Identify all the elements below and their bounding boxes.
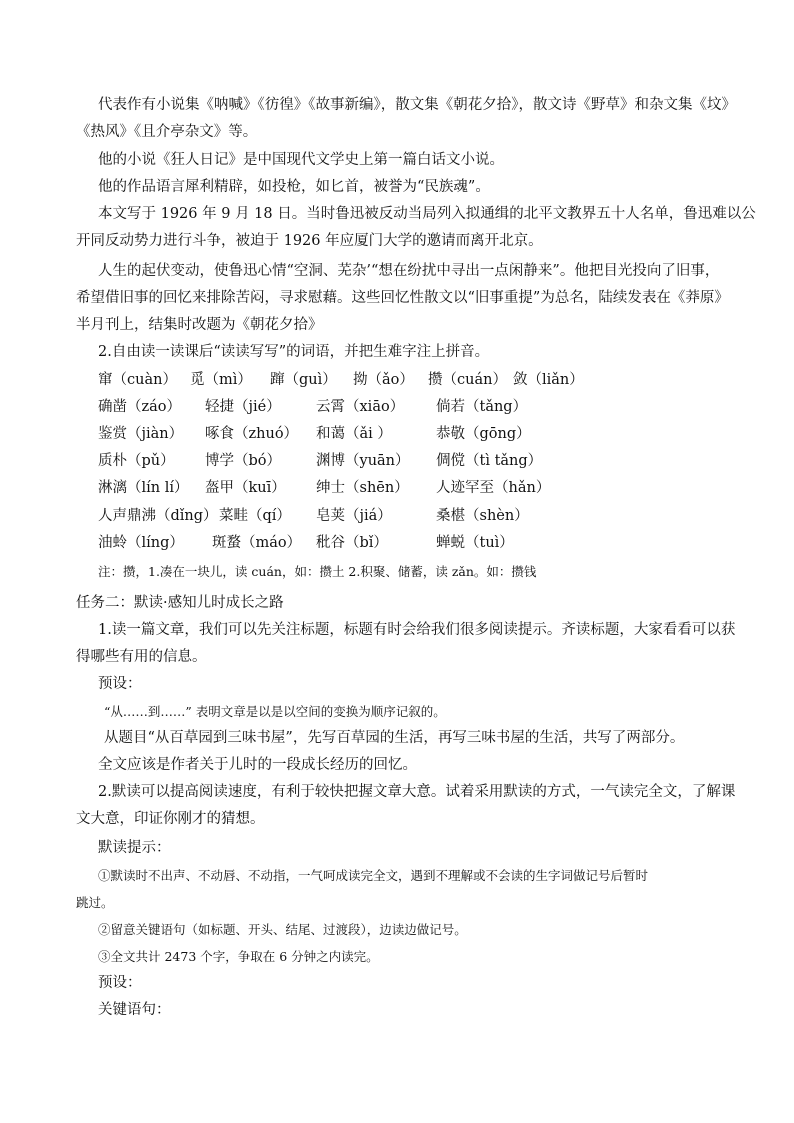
vocab-item: 窜（cuàn） [98,372,177,388]
tip-2: ②留意关键语句（如标题、开头、结尾、过渡段），边读边做记号。 [98,922,467,937]
vocab-item: 蹿（guì） [270,372,337,388]
vocab-item: 人声鼎沸（dǐng） [98,508,218,524]
vocab-item: 菜畦（qí） [219,508,291,524]
intro-line-6: 开同反动势力进行斗争，被迫于 1926 年应厦门大学的邀请而离开北京。 [76,233,543,249]
vocab-item: 蝉蜕（tuì） [436,535,514,551]
vocab-item: 鉴赏（jiàn） [98,426,184,442]
vocab-item: 斑蝥（máo） [212,535,302,551]
task2-q1-line-1: 1.读一篇文章，我们可以先关注标题，标题有时会给我们很多阅读提示。齐读标题，大家看看可以获 [98,622,736,638]
key-sentences-label: 关键语句： [98,1002,171,1018]
vocab-item: 油蛉（líng） [98,535,184,551]
vocab-item: 人迹罕至（hǎn） [436,480,551,496]
task2-q2-line-1: 2.默读可以提高阅读速度，有利于较快把握文章大意。试着采用默读的方式，一气读完全文，了解课 [98,784,736,800]
task2-q2-line-2: 文大意，印证你刚才的猜想。 [76,811,265,827]
intro-line-3: 他的小说《狂人日记》是中国现代文学史上第一篇白话文小说。 [98,152,504,168]
preset-label: 预设： [98,676,142,692]
vocab-item: 淋漓（lín lí） [98,480,189,496]
answer-1: “从……到……” 表明文章是以是以空间的变换为顺序记叙的。 [104,704,446,719]
tip-1-line-2: 跳过。 [76,895,114,910]
intro-line-1: 代表作有小说集《呐喊》《彷徨》《故事新编》，散文集《朝花夕拾》，散文诗《野草》和杂文集《坟》 [98,97,736,113]
vocab-item: 博学（bó） [205,453,282,469]
vocab-item: 质朴（pǔ） [98,453,175,469]
section-heading: 任务二：默读·感知儿时成长之路 [76,595,284,611]
vocab-item: 皂荚（jiá） [316,508,392,524]
task-instruction: 2.自由读一读课后“读读写写”的词语，并把生难字注上拼音。 [98,344,490,360]
preset-label-2: 预设： [98,975,142,991]
vocab-item: 确凿（záo） [98,399,182,415]
vocab-item: 和蔼（ǎi ） [316,426,392,442]
vocab-item: 云霄（xiāo） [316,399,405,415]
vocab-item: 恭敬（gōng） [436,426,531,442]
task2-q1-line-2: 得哪些有用的信息。 [76,649,207,665]
vocab-item: 倘若（tǎng） [436,399,528,415]
intro-line-5: 本文写于 1926 年 9 月 18 日。当时鲁迅被反动当局列入拟通缉的北平文教界五十人名单，鲁迅难以公 [98,206,756,222]
intro-line-2: 《热风》《且介亭杂文》等。 [76,124,258,140]
answer-3: 全文应该是作者关于儿时的一段成长经历的回忆。 [98,757,417,773]
vocab-item: 啄食（zhuó） [205,426,299,442]
vocab-item: 觅（mì） [190,372,252,388]
tip-3: ③全文共计 2473 个字，争取在 6 分钟之内读完。 [98,949,379,964]
vocab-item: 倜傥（tì tǎng） [436,453,543,469]
intro-line-7: 人生的起伏变动，使鲁迅心情“空洞、芜杂’“想在纷扰中寻出一点闲静来”。他把目光投向了旧事， [98,263,720,279]
vocab-item: 拗（ǎo） [353,372,414,388]
vocab-item: 盔甲（kuī） [205,480,286,496]
vocab-item: 轻捷（jié） [205,399,281,415]
tips-title: 默读提示： [98,840,171,856]
intro-line-9: 半月刊上，结集时改题为《朝花夕拾》 [76,317,323,333]
intro-line-4: 他的作品语言犀利精辟，如投枪，如匕首，被誉为“民族魂”。 [98,179,490,195]
vocab-item: 渊博（yuān） [316,453,410,469]
vocab-item: 秕谷（bǐ） [316,535,388,551]
vocab-item: 桑椹（shèn） [436,508,529,524]
tip-1-line-1: ①默读时不出声、不动唇、不动指，一气呵成读完全文，遇到不理解或不会读的生字词做记号后暂时 [98,868,649,883]
note: 注：攒，1.凑在一块儿，读 cuán，如：攒土 2.积聚、储蓄，读 zǎn。如：攒钱 [98,564,537,579]
vocab-item: 攒（cuán） [428,372,507,388]
vocab-item: 敛（liǎn） [513,372,584,388]
answer-2: 从题目“从百草园到三味书屋”，先写百草园的生活，再写三味书屋的生活，共写了两部分。 [104,730,685,746]
vocab-item: 绅士（shēn） [316,480,409,496]
intro-line-8: 希望借旧事的回忆来排除苦闷，寻求慰藉。这些回忆性散文以“旧事重提”为总名，陆续发表在《莽原》 [76,290,729,306]
